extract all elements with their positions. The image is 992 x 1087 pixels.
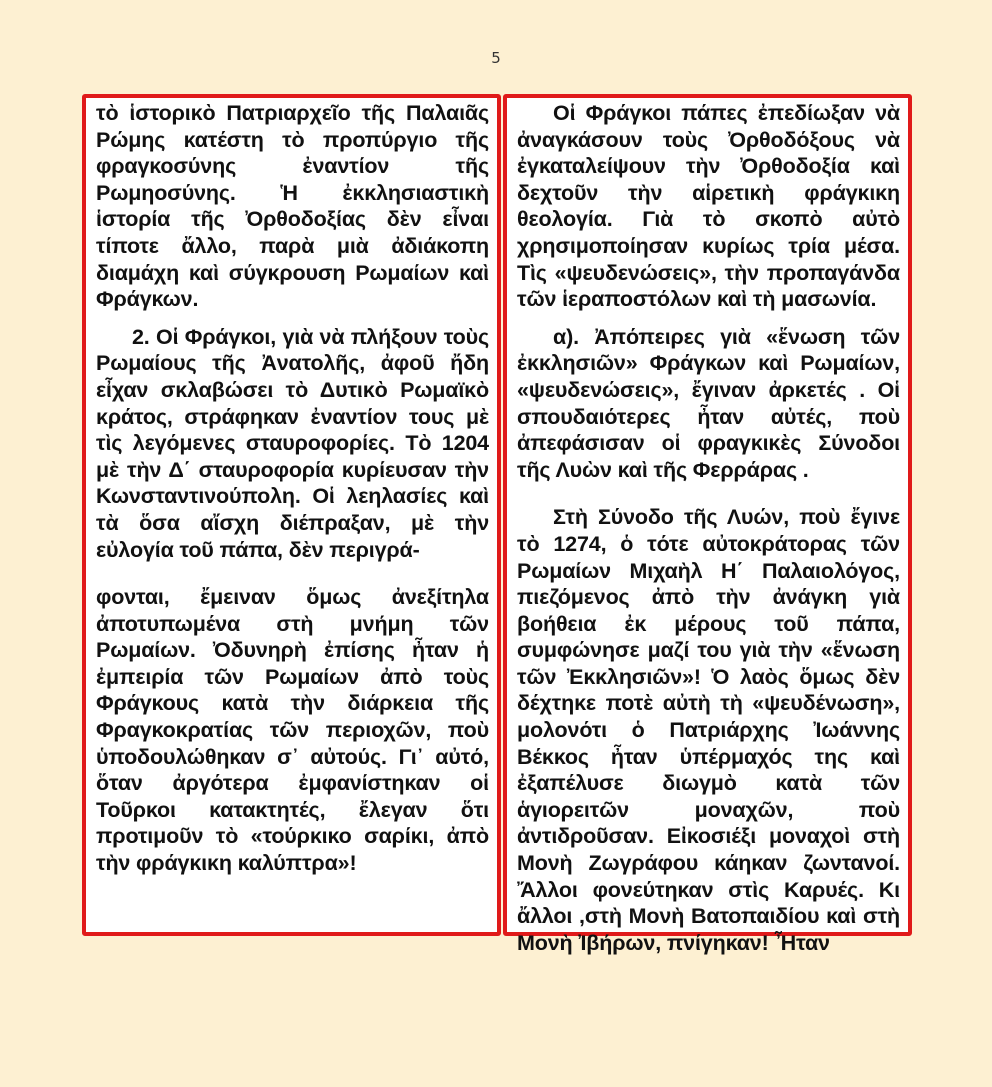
left-paragraph-2: 2. Οἱ Φράγκοι, γιὰ νὰ πλήξουν τοὺς Ρωμαίους τῆς Ἀνατολῆς, ἀφοῦ ἤδη εἶχαν σκλαβώσει τὸ Δυτικὸ Ρωμαϊκὸ κράτος, στράφηκαν ἐναντίον τους μὲ τὶς λεγόμενες σταυροφορίες. Τὸ 1204 μὲ τὴν Δ΄ σταυροφορία κυρίευσαν τὴν Κωνσταντινούπολη. Οἱ λεηλασίες καὶ τὰ ὅσα αἴσχη διέπραξαν, μὲ τὴν εὐλογία τοῦ πάπα, δὲν περιγρά- — [96, 324, 489, 562]
right-paragraph-1: Οἱ Φράγκοι πάπες ἐπεδίωξαν νὰ ἀναγκάσουν τοὺς Ὀρθοδόξους νὰ ἐγκαταλείψουν τὴν Ὀρθοδοξία καὶ δεχτοῦν τὴν αἱρετικὴ φράγκικη θεολογία. Γιὰ τὸ σκοπὸ αὐτὸ χρησιμοποίησαν κυρίως τρία μέσα. Τὶς «ψευδενώσεις», τὴν προπαγάνδα τῶν ἱεραποστόλων καὶ τὴ μασωνία. — [517, 101, 900, 312]
left-paragraph-3: φονται, ἔμειναν ὅμως ἀνεξίτηλα ἀποτυπωμένα στὴ μνήμη τῶν Ρωμαίων. Ὀδυνηρὴ ἐπίσης ἦταν ἡ ἐμπειρία τῶν Ρωμαίων ἀπὸ τοὺς Φράγκους κατὰ τὴν διάρκεια τῆς Φραγκοκρατίας τῶν περιοχῶν, ποὺ ὑποδουλώθηκαν σ᾽ αὐτούς. Γι᾽ αὐτό, ὅταν ἀργότερα ἐμφανίστηκαν οἱ Τοῦρκοι κατακτητές, ἔλεγαν ὅτι προτιμοῦν τὸ «τούρκικο σαρίκι, ἀπὸ τὴν φράγκικη καλύπτρα»! — [96, 585, 489, 876]
right-text-column — [503, 94, 912, 955]
page-number: 5 — [491, 49, 501, 67]
left-paragraph-1: τὸ ἱστορικὸ Πατριαρχεῖο τῆς Παλαιᾶς Ρώμης κατέστη τὸ προπύργιο τῆς φραγκοσύνης ἐναντίον τῆς Ρωμηοσύνης. Ἡ ἐκκλησιαστικὴ ἱστορία τῆς Ὀρθοδοξίας δὲν εἶναι τίποτε ἄλλο, παρὰ μιὰ ἀδιάκοπη διαμάχη καὶ σύγκρουση Ρωμαίων καὶ Φράγκων. — [96, 101, 489, 312]
left-text-column — [82, 94, 501, 936]
right-paragraph-3: Στὴ Σύνοδο τῆς Λυών, ποὺ ἔγινε τὸ 1274, ὁ τότε αὐτοκράτορας τῶν Ρωμαίων Μιχαὴλ Η΄ Παλαιολόγος, πιεζόμενος ἀπὸ τὴν ἀνάγκη γιὰ βοήθεια ἐκ μέρους τοῦ πάπα, συμφώνησε μαζί του γιὰ τὴν «ἕνωση τῶν Ἐκκλησιῶν»! Ὁ λαὸς ὅμως δὲν δέχτηκε ποτὲ αὐτὴ τὴ «ψευδένωση», μολονότι ὁ Πατριάρχης Ἰωάννης Βέκκος ἦταν ὑπέρμαχός της καὶ ἐξαπέλυσε διωγμὸ κατὰ τῶν ἁγιορειτῶν μοναχῶν, ποὺ ἀντιδροῦσαν. Εἰκοσιέξι μοναχοὶ στὴ Μονὴ Ζωγράφου κάηκαν ζωντανοί. Ἄλλοι φονεύτηκαν στὶς Καρυές. Κι ἄλλοι ,στὴ Μονὴ Βατοπαιδίου καὶ στὴ Μονὴ Ἰβήρων, πνίγηκαν! Ἦταν — [517, 505, 900, 955]
right-paragraph-2: α). Ἀπόπειρες γιὰ «ἕνωση τῶν ἐκκλησιῶν» Φράγκων καὶ Ρωμαίων, «ψευδενώσεις», ἔγιναν ἀρκετές . Οἱ σπουδαιότερες ἦταν αὐτές, ποὺ ἀπεφάσισαν οἱ φραγκικὲς Σύνοδοι τῆς Λυὼν καὶ τῆς Φερράρας . — [517, 324, 900, 482]
